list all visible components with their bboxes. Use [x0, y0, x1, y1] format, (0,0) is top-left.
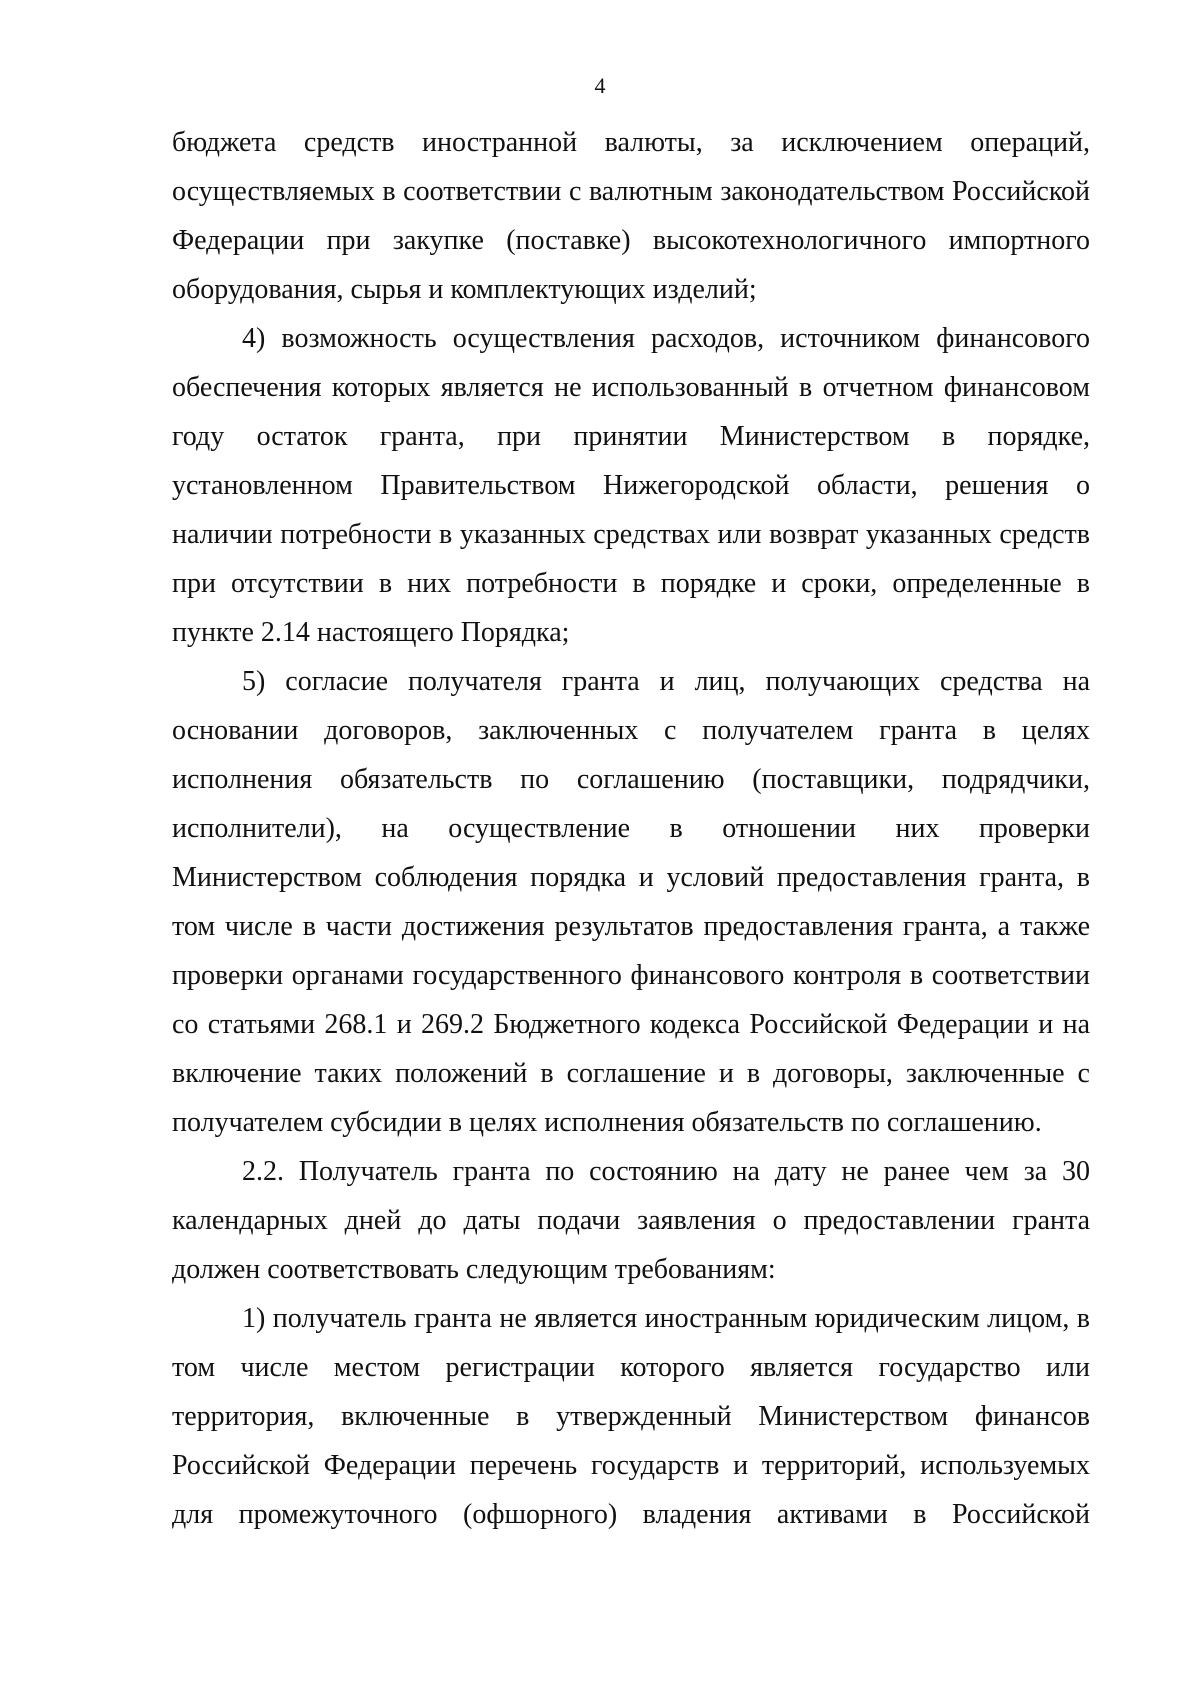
paragraph-item-4: 4) возможность осуществления расходов, источником финансового обеспечения которых является не использованный в отчетном финансовом году остаток гранта, при принятии Министерством в порядке, установленном Правительством Нижегородской области, решения о наличии потребности в указанных средствах или возврат указанных средств при отсутствии в них потребности в порядке и сроки, определенные в пункте 2.14 настоящего Порядка;: [172, 323, 1090, 648]
document-body: [172, 118, 1090, 1539]
page-number: 4: [594, 73, 606, 98]
paragraph-currency-operations: бюджета средств иностранной валюты, за исключением операций, осуществляемых в соответствии с валютным законодательством Российской Федерации при закупке (поставке) высокотехнологичного импортного оборудования, сырья и комплектующих изделий;: [172, 127, 1090, 305]
paragraph-item-5: 5) согласие получателя гранта и лиц, получающих средства на основании договоров, заключенных с получателем гранта в целях исполнения обязательств по соглашению (поставщики, подрядчики, исполнители), на осуществление в отношении них проверки Министерством соблюдения порядка и условий предоставления гранта, в том числе в части достижения результатов предоставления гранта, а также проверки органами государственного финансового контроля в соответствии со статьями 268.1 и 269.2 Бюджетного кодекса Российской Федерации и на включение таких положений в соглашение и в договоры, заключенные с получателем субсидии в целях исполнения обязательств по соглашению.: [172, 666, 1090, 1138]
paragraph-section-2-2: 2.2. Получатель гранта по состоянию на дату не ранее чем за 30 календарных дней до даты подачи заявления о предоставлении гранта должен соответствовать следующим требованиям:: [172, 1156, 1090, 1285]
paragraph-requirement-1: 1) получатель гранта не является иностранным юридическим лицом, в том числе местом регистрации которого является государство или территория, включенные в утвержденный Министерством финансов Российской Федерации перечень государств и территорий, используемых для промежуточного (офшорного) владения активами в Российской: [172, 1303, 1090, 1530]
